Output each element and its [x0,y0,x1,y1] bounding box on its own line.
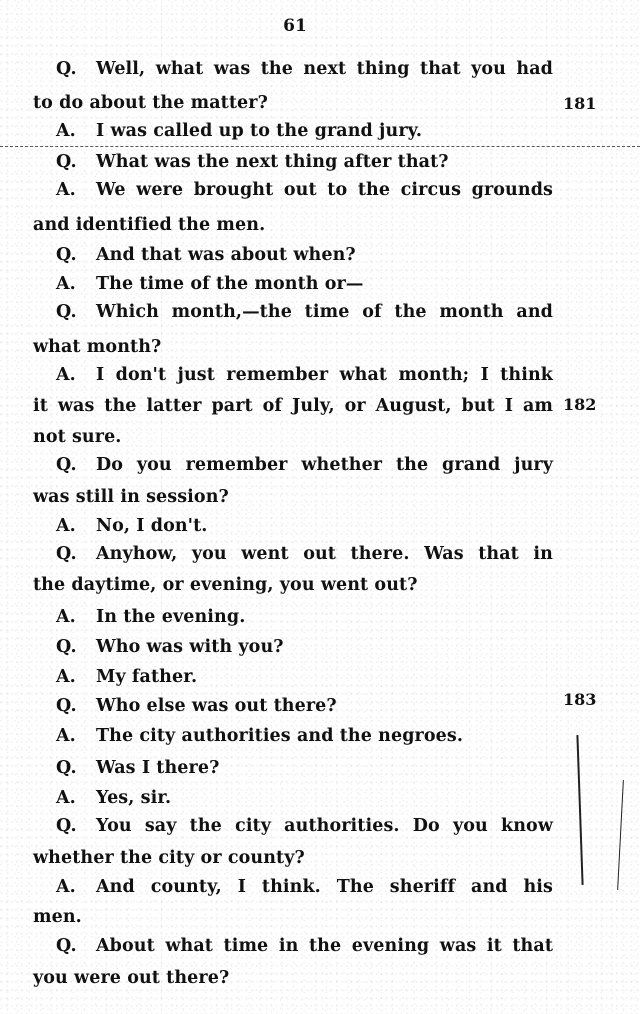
transcript-line [33,426,553,448]
line-text: whether the city or county? [33,848,305,868]
line-text: The city authorities and the negroes. [96,726,464,746]
margin-line-number: 181 [563,94,597,113]
speaker-label: Q. [56,302,77,322]
speaker-label: Q. [56,696,77,716]
transcript-line [56,876,553,898]
transcript-line [56,787,576,809]
margin-line-number: 183 [563,690,597,709]
transcript-line [56,543,553,565]
line-text: And county, I think. The sheriff and his [96,877,553,897]
transcript-line [56,364,553,386]
line-text: men. [33,907,82,927]
speaker-label: A. [56,516,76,536]
line-text: I don't just remember what month; I think [96,365,553,385]
line-text: and identified the men. [33,215,266,235]
speaker-label: Q. [56,936,77,956]
speaker-label: Q. [56,544,77,564]
transcript-line [56,454,553,476]
transcript-line [56,666,576,688]
scan-artifact-rule [0,146,640,147]
transcript-line [33,967,553,989]
transcript-line [56,935,553,957]
line-text: not sure. [33,427,122,447]
line-text: Yes, sir. [96,788,172,808]
transcript-line [33,847,553,869]
line-text: Which month,—the time of the month and [96,302,553,322]
speaker-label: Q. [56,59,77,79]
line-text: Well, what was the next thing that you had [96,59,553,79]
line-text: it was the latter part of July, or August, but I am [33,396,553,416]
margin-bracket-mark [617,780,624,890]
speaker-label: Q. [56,758,77,778]
speaker-label: Q. [56,816,77,836]
transcript-line [56,725,576,747]
line-text: Anyhow, you went out there. Was that in [96,544,553,564]
speaker-label: A. [56,726,76,746]
line-text: you were out there? [33,968,230,988]
line-text: We were brought out to the circus grounds [96,180,553,200]
transcript-line [33,395,553,417]
transcript-line [56,151,576,173]
line-text: No, I don't. [96,516,208,536]
line-text: You say the city authorities. Do you know [96,816,553,836]
speaker-label: A. [56,667,76,687]
line-text: Who else was out there? [96,696,337,716]
speaker-label: Q. [56,152,77,172]
transcript-line [56,815,553,837]
speaker-label: A. [56,274,76,294]
speaker-label: A. [56,788,76,808]
line-text: About what time in the evening was it that [96,936,553,956]
transcript-line [33,906,553,928]
speaker-label: A. [56,365,76,385]
line-text: the daytime, or evening, you went out? [33,575,418,595]
speaker-label: Q. [56,637,77,657]
transcript-line [56,58,553,80]
speaker-label: A. [56,180,76,200]
transcript-line [56,636,576,658]
transcript-line [56,179,553,201]
page-number: 61 [283,16,307,36]
line-text: Who was with you? [96,637,284,657]
transcript-line [56,120,576,142]
speaker-label: Q. [56,245,77,265]
line-text: to do about the matter? [33,93,268,113]
transcript-line [56,515,576,537]
transcript-line [33,92,553,114]
line-text: I was called up to the grand jury. [96,121,423,141]
speaker-label: Q. [56,455,77,475]
transcript-line [33,574,553,596]
line-text: was still in session? [33,487,229,507]
transcript-line [56,695,576,717]
line-text: Do you remember whether the grand jury [96,455,553,475]
transcript-line [56,606,576,628]
line-text: Was I there? [96,758,220,778]
line-text: In the evening. [96,607,246,627]
line-text: what month? [33,337,162,357]
line-text: My father. [96,667,198,687]
speaker-label: A. [56,877,76,897]
transcript-line [33,486,553,508]
transcript-line [56,244,576,266]
line-text: What was the next thing after that? [96,152,449,172]
speaker-label: A. [56,607,76,627]
margin-line-number: 182 [563,395,597,414]
line-text: And that was about when? [96,245,356,265]
speaker-label: A. [56,121,76,141]
transcript-line [33,336,553,358]
margin-bracket-mark [576,735,583,885]
transcript-line [56,301,553,323]
transcript-line [56,757,576,779]
line-text: The time of the month or— [96,274,364,294]
transcript-line [56,273,576,295]
transcript-line [33,214,553,236]
